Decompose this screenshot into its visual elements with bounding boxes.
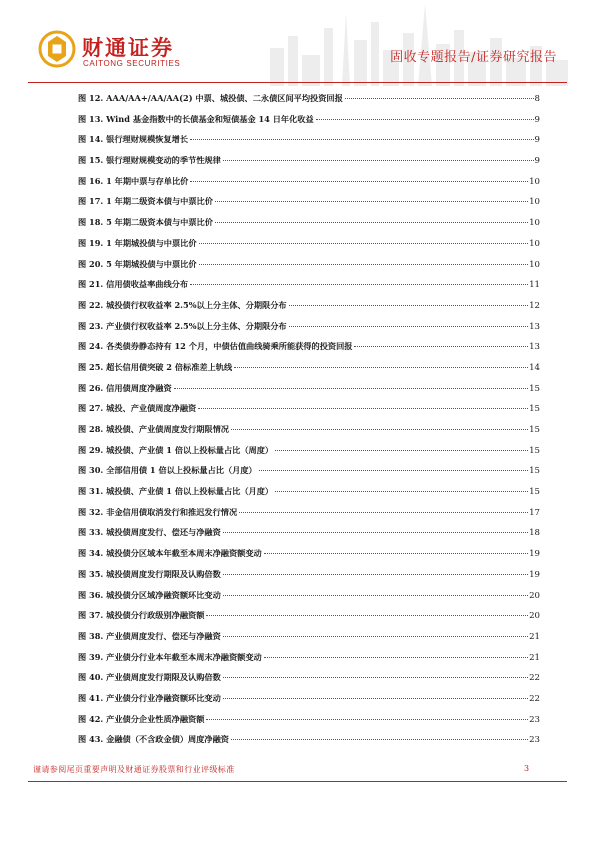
toc-entry[interactable]	[78, 155, 540, 176]
toc-entry-page[interactable]: 15	[529, 404, 540, 415]
toc-dot-leader	[275, 491, 528, 492]
toc-entry-page[interactable]: 9	[534, 135, 540, 146]
toc-dot-leader	[264, 553, 528, 554]
toc-entry-page[interactable]: 9	[534, 114, 540, 125]
toc-entry-title[interactable]: 图 41. 产业债分行业净融资额环比变动	[78, 692, 221, 703]
toc-dot-leader	[316, 119, 534, 120]
toc-entry-title[interactable]: 图 17. 1 年期二级资本债与中票比价	[78, 196, 213, 207]
toc-entry-page[interactable]: 22	[529, 693, 540, 704]
toc-dot-leader	[223, 532, 528, 533]
toc-entry-page[interactable]: 15	[529, 466, 540, 477]
toc-entry-title[interactable]: 图 30. 全部信用债 1 倍以上投标量占比（月度）	[78, 465, 257, 476]
toc-dot-leader	[289, 326, 528, 327]
toc-entry[interactable]	[78, 362, 540, 383]
toc-dot-leader	[190, 139, 534, 140]
toc-entry-title[interactable]: 图 38. 产业债周度发行、偿还与净融资	[78, 630, 221, 641]
toc-entry-title[interactable]: 图 34. 城投债分区域本年截至本周末净融资额变动	[78, 548, 262, 559]
toc-entry-title[interactable]: 图 24. 各类债券静态持有 12 个月，中债估值曲线骑乘所能获得的投资回报	[78, 341, 353, 352]
toc-entry[interactable]	[78, 93, 540, 114]
toc-entry[interactable]	[78, 341, 540, 362]
toc-entry-title[interactable]: 图 32. 非金信用债取消发行和推迟发行情况	[78, 506, 238, 517]
toc-entry[interactable]	[78, 217, 540, 238]
toc-entry-title[interactable]: 图 12. AAA/AA+/AA/AA(2) 中票、城投债、二永债区间平均投资回报	[78, 93, 343, 103]
toc-entry-page[interactable]: 10	[529, 218, 540, 229]
toc-entry-page[interactable]: 14	[529, 362, 540, 373]
toc-entry-page[interactable]: 11	[529, 280, 540, 291]
toc-entry-page[interactable]: 10	[529, 176, 540, 187]
toc-entry[interactable]	[78, 279, 540, 300]
toc-dot-leader	[215, 201, 528, 202]
toc-entry-title[interactable]: 图 19. 1 年期城投债与中票比价	[78, 237, 197, 248]
toc-entry-page[interactable]: 12	[529, 300, 540, 311]
toc-dot-leader	[206, 719, 528, 720]
toc-dot-leader	[199, 243, 529, 244]
toc-entry-title[interactable]: 图 16. 1 年期中票与存单比价	[78, 175, 189, 186]
toc-entry-page[interactable]: 18	[529, 528, 540, 539]
toc-entry-page[interactable]: 21	[529, 652, 540, 663]
toc-entry[interactable]	[78, 734, 540, 755]
toc-entry[interactable]	[78, 424, 540, 445]
toc-entry-page[interactable]: 9	[534, 156, 540, 167]
toc-entry-page[interactable]: 17	[529, 507, 540, 518]
toc-entry-page[interactable]: 19	[529, 569, 540, 580]
toc-dot-leader	[289, 305, 528, 306]
toc-entry[interactable]	[78, 259, 540, 280]
toc-entry[interactable]	[78, 238, 540, 259]
toc-dot-leader	[223, 636, 528, 637]
toc-dot-leader	[198, 408, 528, 409]
toc-entry[interactable]	[78, 569, 540, 590]
skyline-watermark	[150, 0, 595, 90]
toc-dot-leader	[223, 698, 528, 699]
toc-entry[interactable]	[78, 445, 540, 466]
toc-entry[interactable]	[78, 114, 540, 135]
toc-entry-page[interactable]: 19	[529, 549, 540, 560]
toc-entry-title[interactable]: 图 27. 城投、产业债周度净融资	[78, 403, 197, 414]
toc-entry-page[interactable]: 23	[529, 714, 540, 725]
toc-dot-leader	[190, 181, 528, 182]
toc-entry[interactable]	[78, 527, 540, 548]
toc-entry-title[interactable]: 图 21. 信用债收益率曲线分布	[78, 279, 189, 290]
toc-dot-leader	[174, 388, 528, 389]
toc-entry-title[interactable]: 图 26. 信用债周度净融资	[78, 382, 172, 393]
figure-table-of-contents	[78, 93, 540, 755]
toc-entry-page[interactable]: 10	[529, 238, 540, 249]
toc-entry[interactable]	[78, 652, 540, 673]
toc-entry[interactable]	[78, 590, 540, 611]
toc-entry-page[interactable]: 15	[529, 383, 540, 394]
toc-dot-leader	[231, 739, 528, 740]
toc-entry-title[interactable]: 图 37. 城投债分行政级别净融资额	[78, 610, 205, 621]
toc-entry[interactable]	[78, 610, 540, 631]
toc-dot-leader	[234, 367, 528, 368]
toc-entry[interactable]	[78, 465, 540, 486]
toc-entry-page[interactable]: 8	[534, 94, 540, 104]
toc-dot-leader	[259, 470, 528, 471]
toc-entry-title[interactable]: 图 39. 产业债分行业本年截至本周末净融资额变动	[78, 651, 262, 662]
toc-entry-title[interactable]: 图 18. 5 年期二级资本债与中票比价	[78, 217, 213, 228]
footer-divider	[28, 781, 567, 782]
toc-dot-leader	[223, 574, 528, 575]
toc-entry-title[interactable]: 图 35. 城投债周度发行期限及认购倍数	[78, 568, 221, 579]
toc-entry-page[interactable]: 15	[529, 425, 540, 435]
toc-entry[interactable]	[78, 321, 540, 342]
toc-entry-title[interactable]: 图 42. 产业债分企业性质净融资额	[78, 713, 205, 724]
toc-entry-page[interactable]: 10	[529, 259, 540, 270]
toc-entry-title[interactable]: 图 40. 产业债周度发行期限及认购倍数	[78, 672, 221, 683]
toc-dot-leader	[190, 284, 528, 285]
toc-entry-title[interactable]: 图 25. 超长信用债突破 2 倍标准差上轨线	[78, 361, 233, 372]
toc-entry[interactable]	[78, 693, 540, 714]
toc-entry-page[interactable]: 20	[529, 590, 540, 601]
toc-entry[interactable]	[78, 403, 540, 424]
toc-entry[interactable]	[78, 548, 540, 569]
toc-dot-leader	[223, 677, 528, 678]
toc-dot-leader	[345, 98, 534, 99]
toc-dot-leader	[231, 429, 528, 430]
toc-entry-page[interactable]: 13	[529, 342, 540, 353]
toc-entry-page[interactable]: 10	[529, 197, 540, 208]
toc-dot-leader	[206, 615, 528, 616]
toc-dot-leader	[354, 346, 528, 347]
logo-chinese-name: 财通证券	[82, 36, 174, 60]
toc-entry-title[interactable]: 图 28. 城投债、产业债周度发行期限情况	[78, 424, 229, 434]
toc-entry-title[interactable]: 图 36. 城投债分区域净融资额环比变动	[78, 589, 221, 600]
toc-entry[interactable]	[78, 176, 540, 197]
toc-dot-leader	[223, 595, 528, 596]
toc-dot-leader	[199, 264, 529, 265]
toc-entry-page[interactable]: 21	[529, 631, 540, 642]
toc-entry-title[interactable]: 图 14. 银行理财规模恢复增长	[78, 134, 189, 145]
toc-dot-leader	[215, 222, 528, 223]
disclaimer-note: 谨请参阅尾页重要声明及财通证券股票和行业评级标准	[33, 765, 235, 774]
toc-entry[interactable]	[78, 486, 540, 507]
toc-entry-page[interactable]: 15	[529, 445, 540, 456]
toc-dot-leader	[275, 450, 528, 451]
toc-entry-title[interactable]: 图 31. 城投债、产业债 1 倍以上投标量占比（月度）	[78, 486, 274, 497]
company-logo	[38, 30, 208, 72]
page-number: 3	[524, 764, 530, 773]
logo-english-name: CAITONG SECURITIES	[83, 59, 181, 68]
header-divider	[28, 82, 567, 83]
report-type-label: 固收专题报告/证券研究报告	[390, 50, 557, 65]
toc-entry[interactable]	[78, 383, 540, 404]
toc-entry-title[interactable]: 图 13. Wind 基金指数中的长债基金和短债基金 14 日年化收益	[78, 113, 314, 124]
toc-dot-leader	[239, 512, 528, 513]
toc-entry-page[interactable]: 23	[529, 735, 540, 746]
toc-entry[interactable]	[78, 507, 540, 528]
toc-entry[interactable]	[78, 631, 540, 652]
toc-dot-leader	[223, 160, 534, 161]
toc-entry-title[interactable]: 图 20. 5 年期城投债与中票比价	[78, 258, 197, 269]
caitong-coin-icon	[38, 30, 76, 68]
toc-entry-title[interactable]: 图 15. 银行理财规模变动的季节性规律	[78, 155, 221, 166]
toc-entry-title[interactable]: 图 23. 产业债行权收益率 2.5%以上分主体、分期限分布	[78, 320, 287, 331]
toc-entry-page[interactable]: 20	[529, 611, 540, 622]
toc-entry[interactable]	[78, 714, 540, 735]
toc-entry[interactable]	[78, 672, 540, 693]
toc-entry-title[interactable]: 图 43. 金融债（不含政金债）周度净融资	[78, 734, 229, 745]
toc-entry-page[interactable]: 13	[529, 321, 540, 332]
toc-entry-page[interactable]: 22	[529, 673, 540, 684]
toc-dot-leader	[264, 657, 528, 658]
toc-entry-title[interactable]: 图 33. 城投债周度发行、偿还与净融资	[78, 527, 221, 538]
toc-entry-page[interactable]: 15	[529, 487, 540, 498]
toc-entry[interactable]	[78, 196, 540, 217]
toc-entry-title[interactable]: 图 22. 城投债行权收益率 2.5%以上分主体、分期限分布	[78, 299, 287, 310]
toc-entry-title[interactable]: 图 29. 城投债、产业债 1 倍以上投标量占比（周度）	[78, 444, 274, 455]
toc-entry[interactable]	[78, 134, 540, 155]
toc-entry[interactable]	[78, 300, 540, 321]
